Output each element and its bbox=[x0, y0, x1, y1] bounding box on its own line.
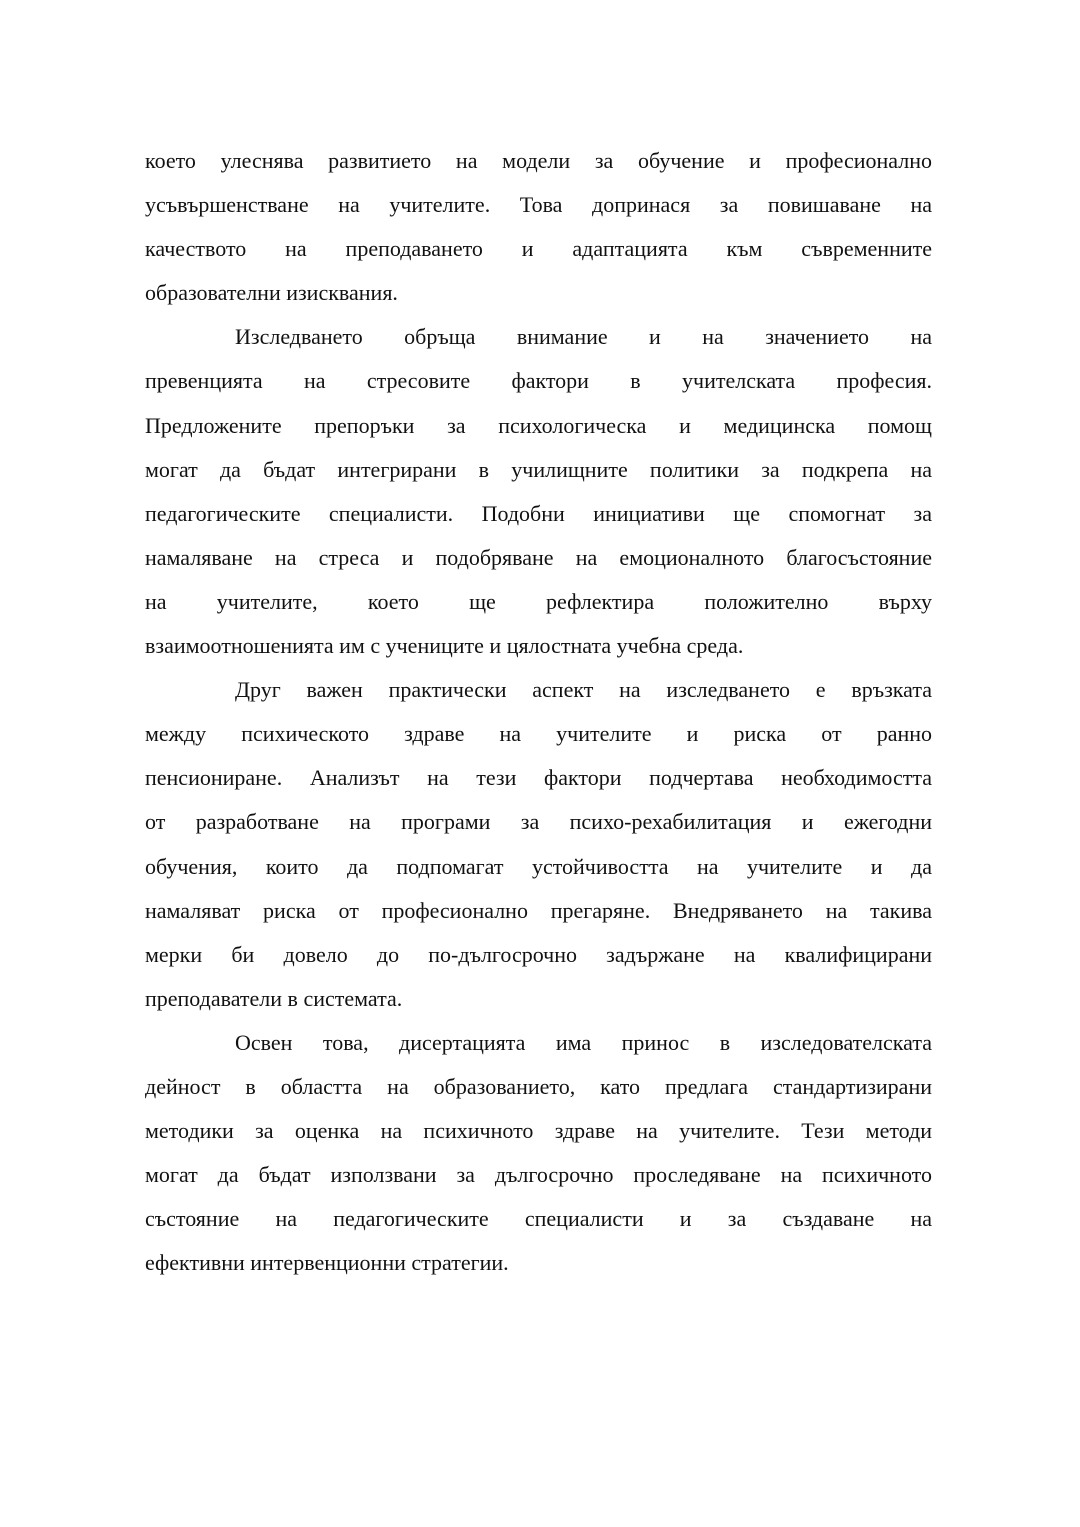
paragraph-line: усъвършенстване на учителите. Това допринася за повишаване на bbox=[145, 192, 932, 218]
paragraph-line: превенцията на стресовите фактори в учителската професия. bbox=[145, 368, 932, 394]
paragraph-line: образователни изисквания. bbox=[145, 280, 398, 306]
paragraph-line: което улеснява развитието на модели за обучение и професионално bbox=[145, 148, 932, 173]
paragraph-line: пенсиониране. Анализът на тези фактори подчертава необходимостта bbox=[145, 765, 932, 791]
paragraph-line: Предложените препоръки за психологическа и медицинска помощ bbox=[145, 412, 932, 438]
paragraph-line: Изследването обръща внимание и на значението на bbox=[235, 324, 932, 350]
paragraph-line: намаляване на стреса и подобряване на емоционалното благосъстояние bbox=[145, 544, 932, 570]
paragraph-line: могат да бъдат използвани за дългосрочно проследяване на психичното bbox=[145, 1162, 932, 1188]
paragraph-line: Освен това, дисертацията има принос в изследователската bbox=[235, 1029, 932, 1055]
paragraph-line: педагогическите специалисти. Подобни инициативи ще спомогнат за bbox=[145, 500, 932, 526]
paragraph-line: могат да бъдат интегрирани в училищните политики за подкрепа на bbox=[145, 456, 932, 482]
paragraph-line: обучения, които да подпомагат устойчивостта на учителите и да bbox=[145, 853, 932, 879]
paragraph-1 bbox=[145, 139, 932, 315]
paragraph-line: на учителите, което ще рефлектира положително върху bbox=[145, 588, 932, 614]
paragraph-line: намаляват риска от професионално прегаряне. Внедряването на такива bbox=[145, 897, 932, 923]
paragraph-line: качеството на преподаването и адаптацията към съвременните bbox=[145, 236, 932, 262]
paragraph-line: от разработване на програми за психо-рехабилитация и ежегодни bbox=[145, 809, 932, 835]
paragraph-line: ефективни интервенционни стратегии. bbox=[145, 1250, 509, 1276]
paragraph-line: мерки би довело до по-дългосрочно задържане на квалифицирани bbox=[145, 941, 932, 967]
paragraph-line: взаимоотношенията им с учениците и цялостната учебна среда. bbox=[145, 633, 744, 659]
paragraph-line: преподаватели в системата. bbox=[145, 985, 403, 1011]
paragraph-3 bbox=[145, 668, 932, 1021]
paragraph-line: дейност в областта на образованието, като предлага стандартизирани bbox=[145, 1073, 932, 1099]
paragraph-line: методики за оценка на психичното здраве на учителите. Тези методи bbox=[145, 1118, 932, 1144]
paragraph-line: между психическото здраве на учителите и риска от ранно bbox=[145, 721, 932, 747]
document-body bbox=[145, 139, 932, 1285]
paragraph-2 bbox=[145, 315, 932, 668]
paragraph-4 bbox=[145, 1021, 932, 1286]
paragraph-line: Друг важен практически аспект на изследването е връзката bbox=[235, 677, 932, 703]
paragraph-line: състояние на педагогическите специалисти и за създаване на bbox=[145, 1206, 932, 1232]
